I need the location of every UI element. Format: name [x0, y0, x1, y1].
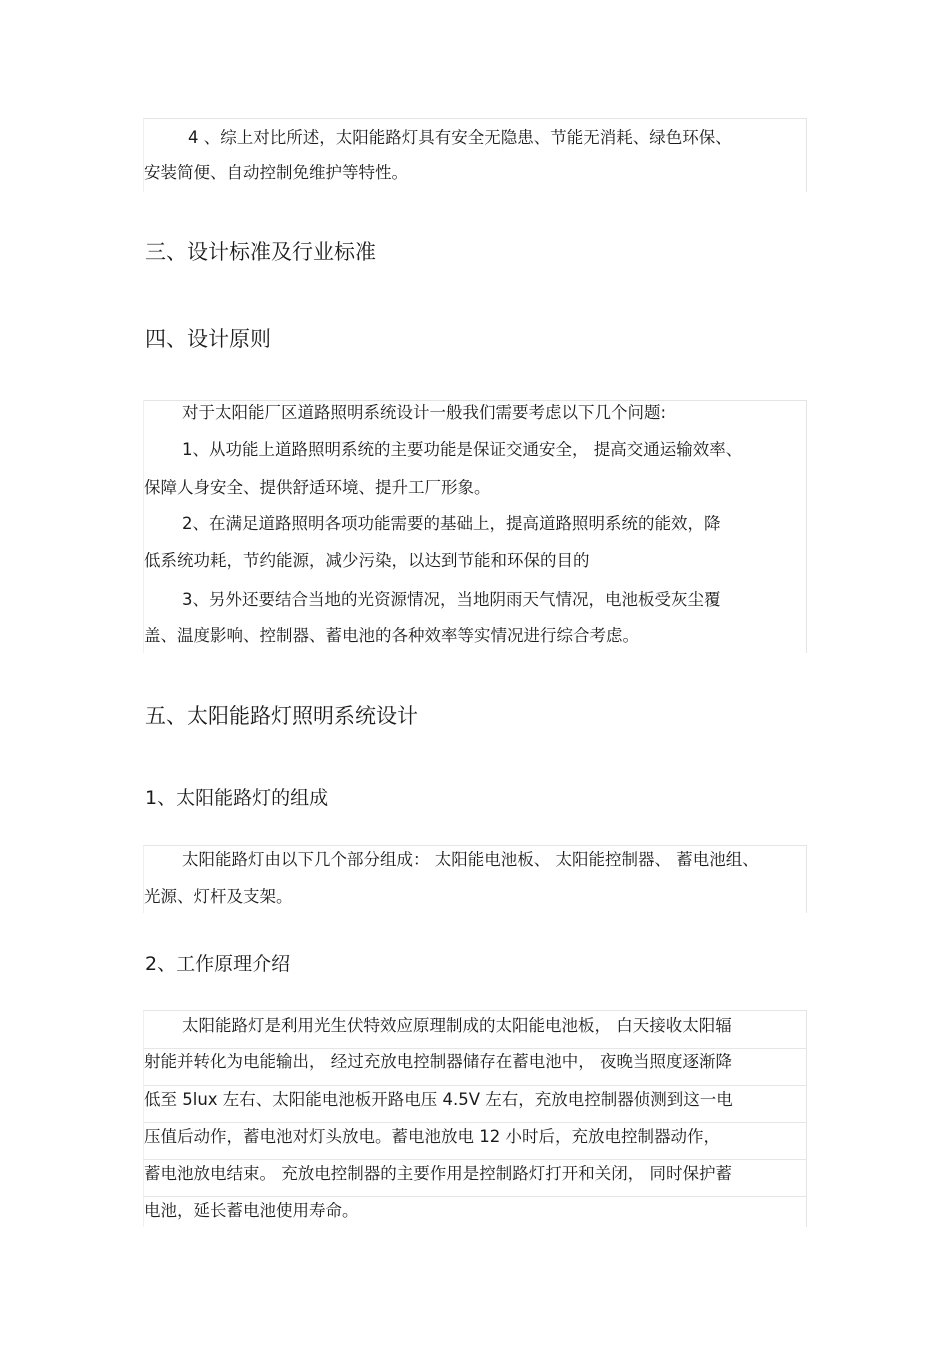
text-line: 盖、温度影响、控制器、蓄电池的各种效率等实情况进行综合考虑。 — [144, 626, 639, 645]
text-line: 电池，延长蓄电池使用寿命。 — [144, 1201, 359, 1220]
text-line: 光源、灯杆及支架。 — [144, 887, 293, 906]
text-line: 低系统功耗，节约能源，减少污染，以达到节能和环保的目的 — [144, 551, 590, 570]
row-rule — [143, 1196, 807, 1197]
section-heading-5: 五、太阳能路灯照明系统设计 — [145, 704, 418, 728]
row-rule — [143, 1085, 807, 1086]
text-line: 太阳能路灯由以下几个部分组成： 太阳能电池板、 太阳能控制器、 蓄电池组、 — [182, 850, 759, 869]
row-rule — [143, 1159, 807, 1160]
text-line: 3、另外还要结合当地的光资源情况，当地阴雨天气情况，电池板受灰尘覆 — [182, 590, 721, 609]
paragraph-components — [143, 845, 807, 913]
text-line: 1、从功能上道路照明系统的主要功能是保证交通安全， 提高交通运输效率、 — [182, 440, 743, 459]
text-line: 4 、综上对比所述，太阳能路灯具有安全无隐患、节能无消耗、绿色环保、 — [188, 128, 732, 147]
section-heading-3: 三、设计标准及行业标准 — [145, 240, 376, 264]
text-line: 射能并转化为电能输出， 经过充放电控制器储存在蓄电池中， 夜晚当照度逐渐降 — [144, 1052, 732, 1071]
text-line: 安装简便、自动控制免维护等特性。 — [144, 163, 408, 182]
paragraph-design-principles — [143, 400, 807, 653]
subsection-heading-2: 2、工作原理介绍 — [145, 953, 291, 975]
row-rule — [143, 1122, 807, 1123]
text-line: 压值后动作，蓄电池对灯头放电。蓄电池放电 12 小时后，充放电控制器动作， — [144, 1127, 720, 1146]
text-line: 2、在满足道路照明各项功能需要的基础上，提高道路照明系统的能效，降 — [182, 514, 721, 533]
section-heading-4: 四、设计原则 — [145, 327, 271, 351]
text-line: 蓄电池放电结束。 充放电控制器的主要作用是控制路灯打开和关闭， 同时保护蓄 — [144, 1164, 732, 1183]
text-line: 低至 5lux 左右、太阳能电池板开路电压 4.5V 左右，充放电控制器侦测到这一电 — [144, 1090, 733, 1109]
text-line: 太阳能路灯是利用光生伏特效应原理制成的太阳能电池板， 白天接收太阳辐 — [182, 1016, 732, 1035]
text-line: 对于太阳能厂区道路照明系统设计一般我们需要考虑以下几个问题: — [182, 403, 667, 422]
text-line: 保障人身安全、提供舒适环境、提升工厂形象。 — [144, 478, 491, 497]
subsection-heading-1: 1、太阳能路灯的组成 — [145, 787, 329, 809]
row-rule — [143, 1048, 807, 1049]
paragraph-summary — [143, 118, 807, 192]
paragraph-working-principle — [143, 1010, 807, 1227]
